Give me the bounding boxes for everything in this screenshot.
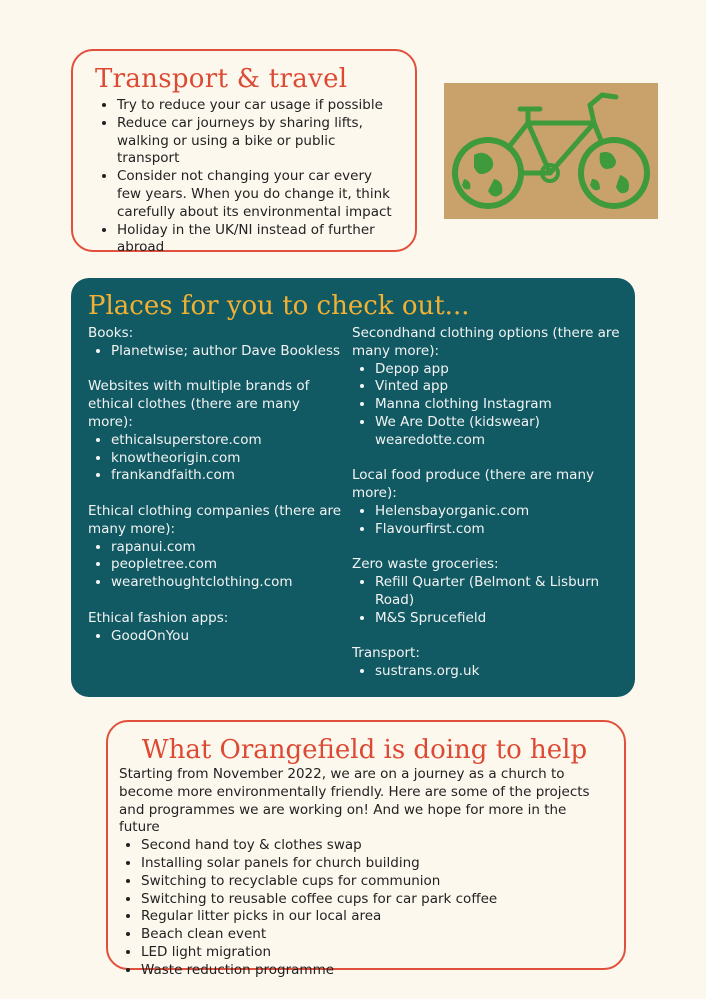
transport-links-group [352,645,622,681]
bicycle-globe-wheels-icon [444,83,658,219]
list-item: • M&S Sprucefield [375,610,622,628]
websites-group [88,378,343,485]
list-item: • Flavourfirst.com [375,521,622,539]
list-item: • Switching to recyclable cups for communion [141,873,610,891]
list-item: • We Are Dotte (kidswear) wearedotte.com [375,414,622,450]
places-card [71,278,635,697]
transport-title: Transport & travel [95,64,348,94]
orangefield-card [106,720,626,978]
food-group [352,467,622,538]
list-item: • Holiday in the UK/NI instead of further abroad [117,222,399,258]
books-group [88,325,343,361]
list-item: • wearethoughtclothing.com [111,574,343,592]
list-item: • Reduce car journeys by sharing lifts, walking or using a bike or public transport [117,115,399,168]
list-item: • Waste reduction programme [141,962,610,980]
websites-list [88,432,343,485]
secondhand-group [352,325,622,450]
list-item: • Consider not changing your car every few years. When you do change it, think carefully about its environmental impact [117,168,399,221]
list-item: • Try to reduce your car usage if possible [117,97,399,115]
apps-heading: Ethical fashion apps: [88,609,229,626]
list-item: • peopletree.com [111,556,343,574]
transport-links-list [352,663,622,681]
list-item: • Helensbayorganic.com [375,503,622,521]
orangefield-list [119,837,610,979]
food-list [352,503,622,539]
places-right-column [352,325,622,699]
list-item: • Second hand toy & clothes swap [141,837,610,855]
places-left-column [88,325,343,663]
companies-group [88,503,343,592]
transport-card [71,49,417,256]
list-item: • Refill Quarter (Belmont & Lisburn Road) [375,574,622,610]
list-item: • Planetwise; author Dave Bookless [111,343,343,361]
apps-group [88,610,343,646]
list-item: • Switching to reusable coffee cups for car park coffee [141,891,610,909]
transport-links-heading: Transport: [352,645,420,662]
food-heading: Local food produce (there are many more): [352,467,595,502]
list-item: • Regular litter picks in our local area [141,908,610,926]
list-item: • Depop app [375,361,622,379]
list-item: • Manna clothing Instagram [375,396,622,414]
list-item: • rapanui.com [111,539,343,557]
books-heading: Books: [88,325,134,341]
zero-waste-heading: Zero waste groceries: [352,556,499,573]
list-item: • knowtheorigin.com [111,450,343,468]
websites-heading: Websites with multiple brands of ethical clothes (there are many more): [88,378,310,430]
list-item: • Beach clean event [141,926,610,944]
list-item: • sustrans.org.uk [375,663,622,681]
companies-list [88,539,343,592]
orangefield-title: What Orangefield is doing to help [141,735,588,765]
list-item: • Vinted app [375,378,622,396]
secondhand-list [352,361,622,450]
places-title: Places for you to check out... [88,291,470,321]
list-item: • LED light migration [141,944,610,962]
companies-heading: Ethical clothing companies (there are many more): [88,502,342,537]
list-item: • ethicalsuperstore.com [111,432,343,450]
list-item: • GoodOnYou [111,628,343,646]
bicycle-graphic [444,83,658,219]
zero-waste-list [352,574,622,627]
orangefield-intro: Starting from November 2022, we are on a journey as a church to become more environmentally friendly. Here are some of the projects and programmes we are working on! And we hope for more in the future [119,766,590,836]
list-item: • frankandfaith.com [111,467,343,485]
books-list [88,343,343,361]
apps-list [88,628,343,646]
transport-list [95,97,399,257]
list-item: • Installing solar panels for church building [141,855,610,873]
secondhand-heading: Secondhand clothing options (there are many more): [352,325,620,359]
zero-waste-group [352,556,622,627]
